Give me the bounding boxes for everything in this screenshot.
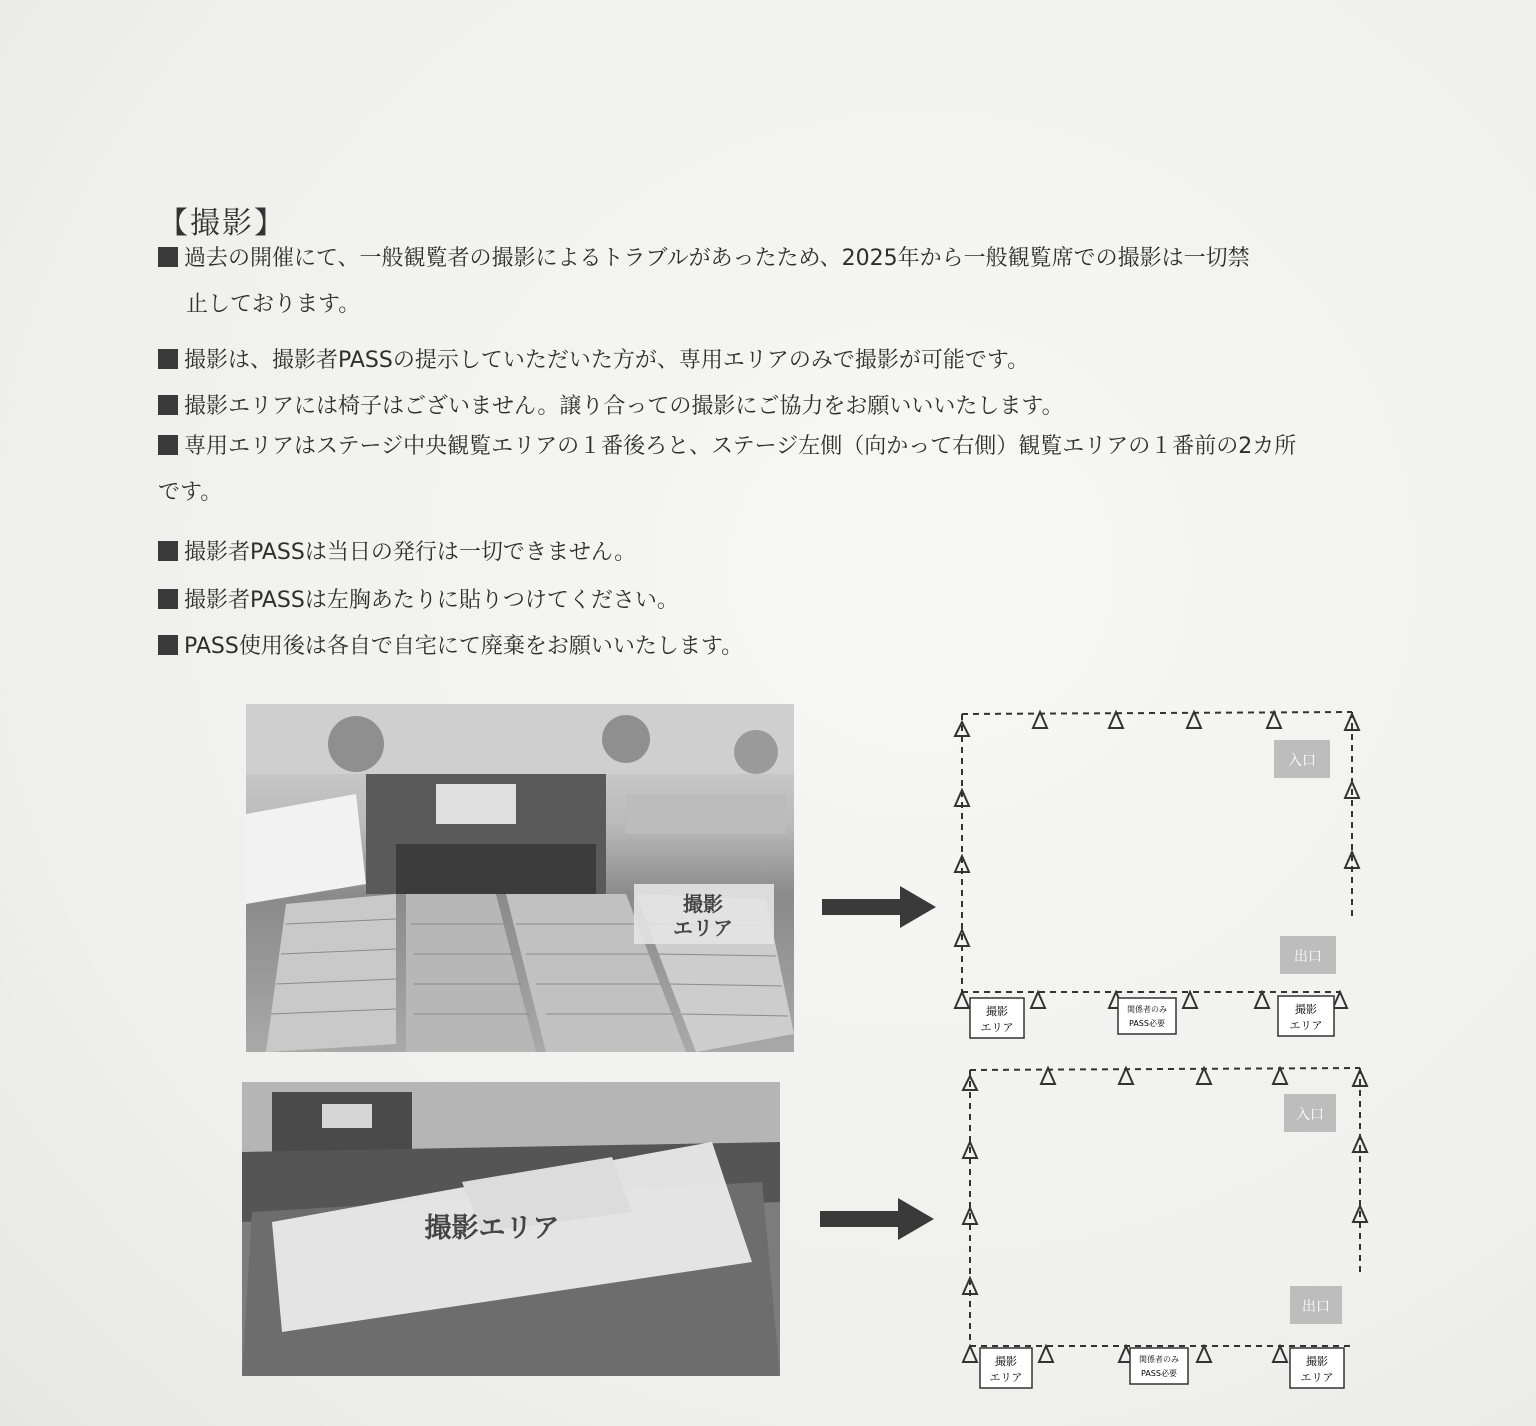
notice-item-7: PASS使用後は各自で自宅にて廃棄をお願いいたします。 (158, 624, 743, 670)
notice-item-5: 撮影者PASSは当日の発行は一切できません。 (158, 530, 636, 576)
svg-text:関係者のみ: 関係者のみ (1127, 1005, 1167, 1014)
notice-item-3: 撮影エリアには椅子はございません。譲り合っての撮影にご協力をお願いいいたします。 (158, 384, 1064, 430)
bullet-square-icon (158, 349, 178, 369)
svg-text:エリア: エリア (1289, 1019, 1323, 1032)
notice-item-2: 撮影は、撮影者PASSの提示していただいた方が、専用エリアのみで撮影が可能です。 (158, 338, 1029, 384)
photo-area-label: 撮影エリア (424, 1213, 560, 1244)
notice-item-4: 専用エリアはステージ中央観覧エリアの１番後ろと、ステージ左側（向かって右側）観覧エリアの１番前の2カ所 です。 (158, 434, 1297, 505)
svg-text:撮影: 撮影 (1295, 1003, 1317, 1016)
photo-area-label: 撮影 エリア (673, 892, 733, 940)
svg-text:撮影: 撮影 (986, 1005, 1008, 1018)
notice-item-1: 過去の開催にて、一般観覧者の撮影によるトラブルがあったため、2025年から一般観覧席での撮影は一切禁 止しております。 (158, 236, 1250, 328)
exit-label: 出口 (1302, 1299, 1330, 1315)
arrow-right-icon (818, 1196, 938, 1242)
entrance-label: 入口 (1288, 753, 1316, 769)
section-heading: 【撮影】 (158, 206, 286, 241)
entrance-label: 入口 (1296, 1107, 1324, 1123)
svg-text:PASS必要: PASS必要 (1129, 1019, 1165, 1028)
venue-plan-top (940, 700, 1380, 1050)
bullet-square-icon (158, 589, 178, 609)
bullet-square-icon (158, 395, 178, 415)
bullet-square-icon (158, 435, 178, 455)
arrow-right-icon (820, 884, 940, 930)
bullet-square-icon (158, 635, 178, 655)
svg-text:エリア: エリア (980, 1021, 1014, 1034)
venue-plan-bottom (950, 1056, 1380, 1396)
svg-text:関係者のみ: 関係者のみ (1139, 1355, 1179, 1364)
svg-text:エリア: エリア (1300, 1371, 1334, 1384)
bullet-square-icon (158, 247, 178, 267)
exit-label: 出口 (1294, 949, 1322, 965)
svg-text:撮影: 撮影 (1306, 1355, 1328, 1368)
stage-photo-bottom (242, 1082, 780, 1376)
svg-text:PASS必要: PASS必要 (1141, 1369, 1177, 1378)
notice-item-6: 撮影者PASSは左胸あたりに貼りつけてください。 (158, 578, 679, 624)
bullet-square-icon (158, 541, 178, 561)
svg-text:エリア: エリア (989, 1371, 1023, 1384)
svg-text:撮影: 撮影 (995, 1355, 1017, 1368)
stage-photo-top (246, 704, 794, 1052)
